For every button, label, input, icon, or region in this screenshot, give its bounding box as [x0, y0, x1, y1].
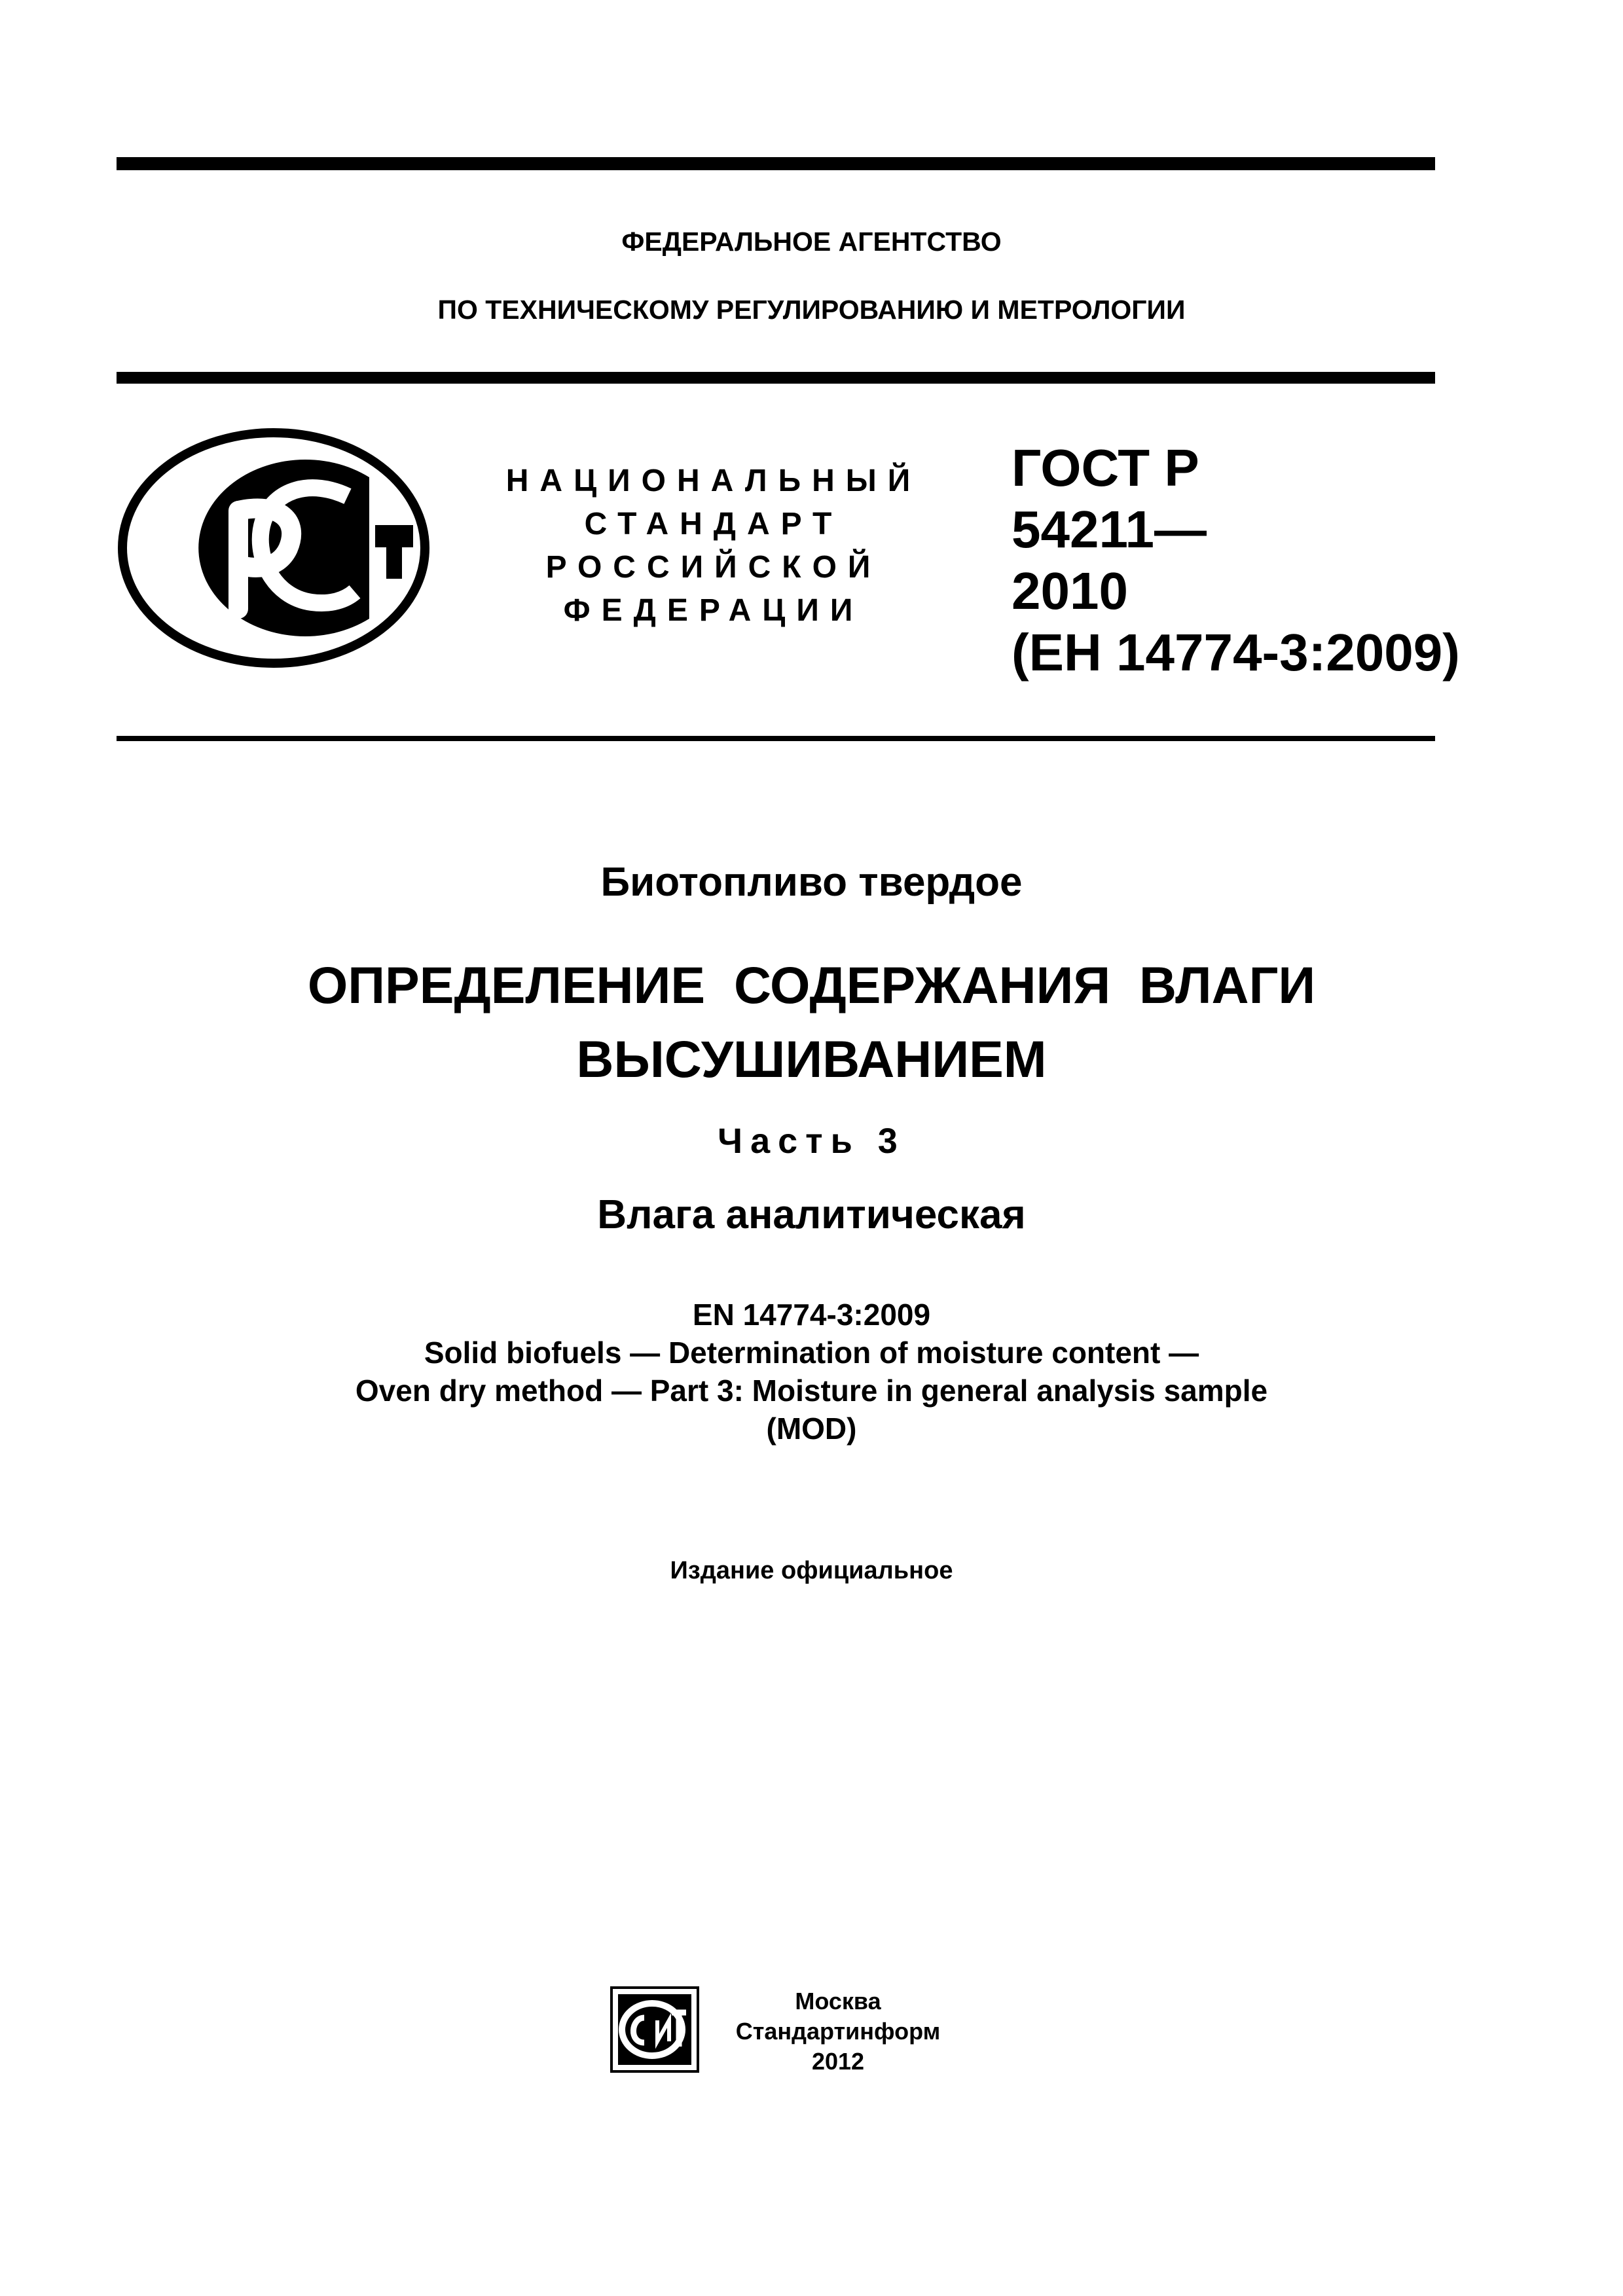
- designation-line-4: (ЕН 14774-3:2009): [1012, 623, 1460, 682]
- part-label: Часть 3: [718, 1121, 905, 1161]
- standartinform-logo-icon: [609, 1985, 701, 2074]
- agency-line-1: ФЕДЕРАЛЬНОЕ АГЕНТСТВО: [621, 227, 1002, 257]
- rst-certification-emblem-icon: [115, 426, 432, 670]
- en-reference-line-2: Solid biofuels — Determination of moisture content —: [424, 1336, 1199, 1370]
- national-standard-line-3: РОССИЙСКОЙ: [545, 550, 882, 585]
- document-title-line-2: ВЫСУШИВАНИЕМ: [576, 1030, 1047, 1088]
- edition-label: Издание официальное: [670, 1557, 953, 1584]
- publication-year: 2012: [811, 2048, 865, 2075]
- agency-line-2: ПО ТЕХНИЧЕСКОМУ РЕГУЛИРОВАНИЮ И МЕТРОЛОГИИ: [437, 295, 1186, 325]
- publisher-info: [727, 1986, 949, 2077]
- designation-line-1: ГОСТ Р: [1012, 439, 1199, 497]
- national-standard-line-2: СТАНДАРТ: [584, 507, 843, 541]
- middle-rule: [117, 372, 1435, 384]
- standard-designation: [1012, 437, 1460, 683]
- national-standard-line-1: НАЦИОНАЛЬНЫЙ: [505, 464, 922, 498]
- en-reference-line-3: Oven dry method — Part 3: Moisture in general analysis sample: [355, 1374, 1268, 1408]
- en-reference-line-4: (MOD): [766, 1412, 857, 1446]
- designation-line-2: 54211—: [1012, 500, 1207, 558]
- national-standard-line-4: ФЕДЕРАЦИИ: [563, 593, 864, 628]
- publisher-logo-text: СТИ: [609, 1985, 611, 1986]
- en-reference-line-1: EN 14774-3:2009: [692, 1298, 931, 1332]
- top-rule: [117, 157, 1435, 170]
- bottom-rule: [117, 736, 1435, 741]
- publisher-city: Москва: [795, 1988, 881, 2014]
- part-name: Влага аналитическая: [597, 1192, 1026, 1237]
- national-standard-label: [465, 460, 962, 632]
- designation-line-3: 2010: [1012, 562, 1128, 620]
- publisher-name: Стандартинформ: [735, 2018, 941, 2045]
- document-subject: Биотопливо твердое: [600, 860, 1023, 905]
- document-title-line-1: ОПРЕДЕЛЕНИЕ СОДЕРЖАНИЯ ВЛАГИ: [307, 956, 1316, 1014]
